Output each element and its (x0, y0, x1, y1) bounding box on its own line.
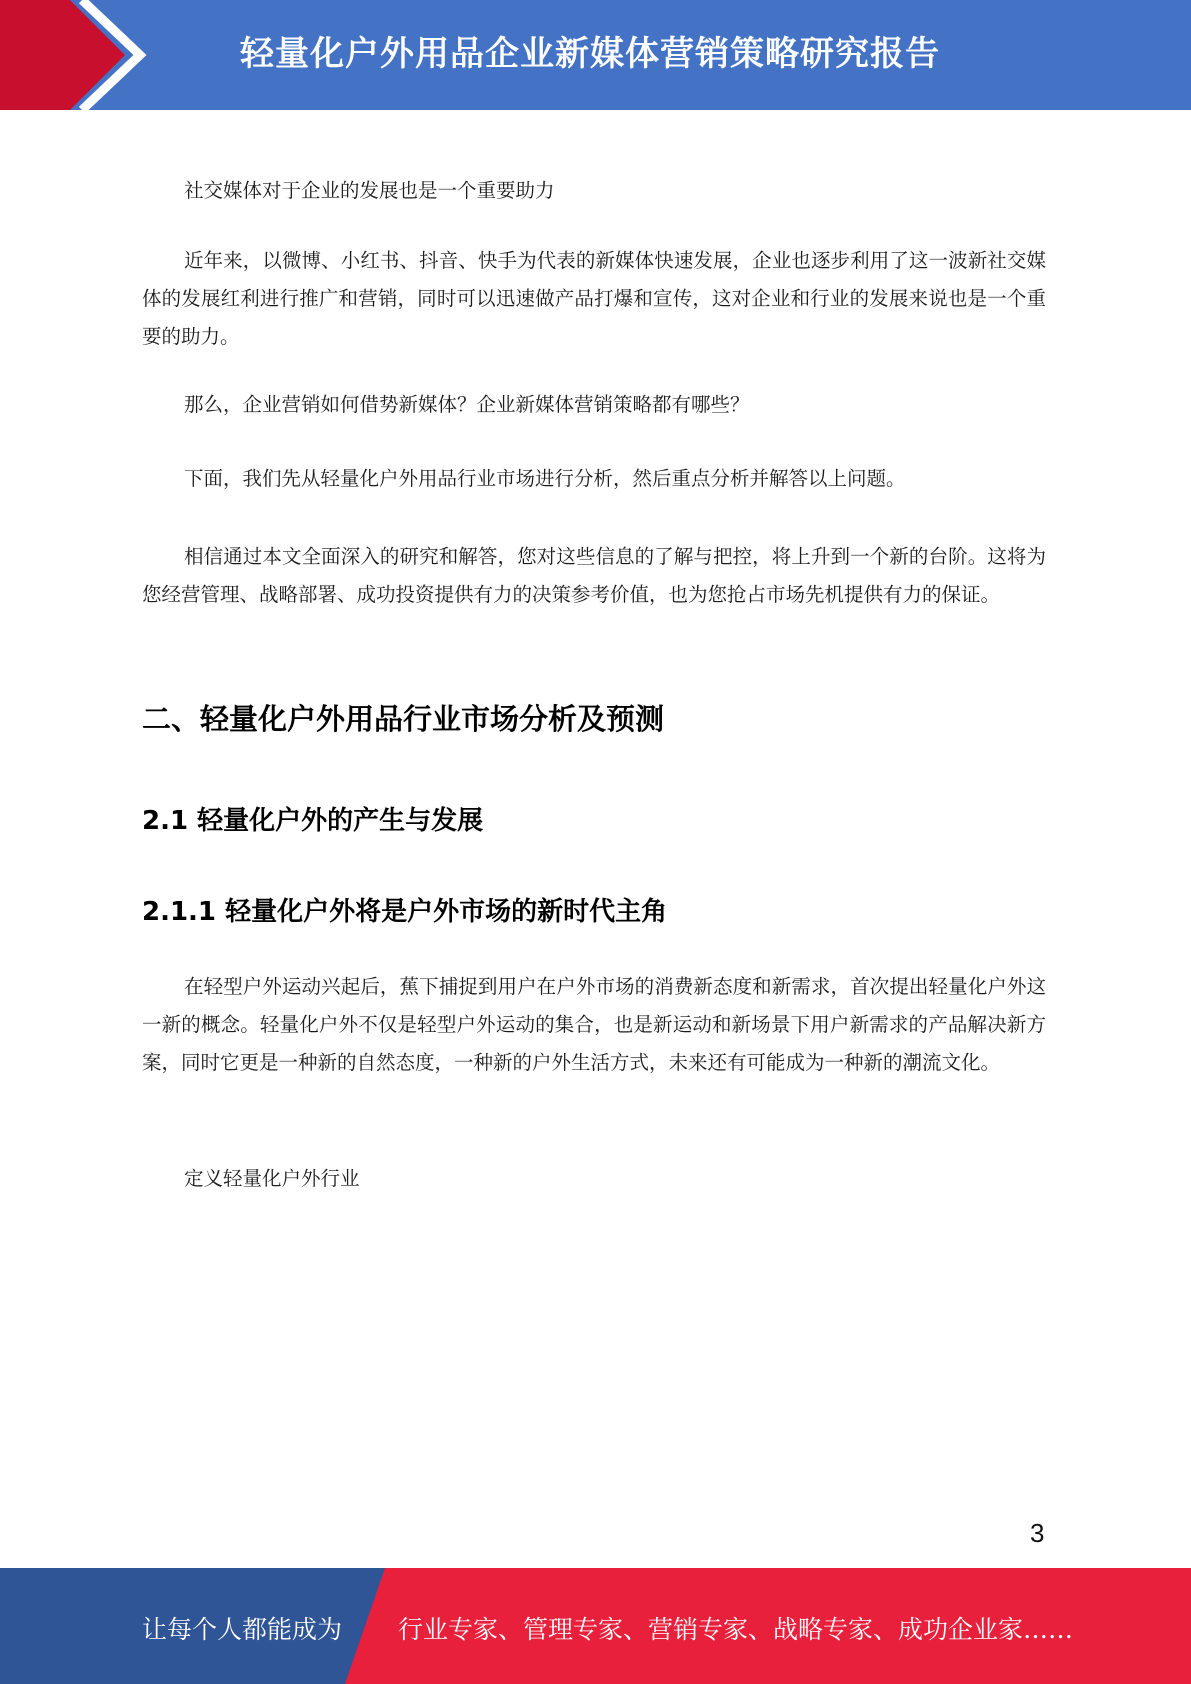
paragraph-new-media-growth: 近年来，以微博、小红书、抖音、快手为代表的新媒体快速发展，企业也逐步利用了这一波新社交媒体的发展红利进行推广和营销，同时可以迅速做产品打爆和宣传，这对企业和行业的发展来说也是一个重要的助力。 (142, 249, 1046, 348)
paragraph-value: 相信通过本文全面深入的研究和解答，您对这些信息的了解与把控，将上升到一个新的台阶。这将为您经营管理、战略部署、成功投资提供有力的决策参考价值，也为您抢占市场先机提供有力的保证。 (142, 545, 1046, 606)
paragraph-outline: 下面，我们先从轻量化户外用品行业市场进行分析，然后重点分析并解答以上问题。 (184, 467, 906, 490)
footer-slogan-left: 让每个人都能成为 (142, 1615, 343, 1644)
report-title: 轻量化户外用品企业新媒体营销策略研究报告 (240, 34, 940, 74)
paragraph-lightweight-outdoor: 在轻型户外运动兴起后，蕉下捕捉到用户在户外市场的消费新态度和新需求，首次提出轻量化户外这一新的概念。轻量化户外不仅是轻型户外运动的集合，也是新运动和新场景下用户新需求的产品解决新方案，同时它更是一种新的自然态度，一种新的户外生活方式，未来还有可能成为一种新的潮流文化。 (142, 975, 1046, 1074)
page-footer-band (0, 1568, 1191, 1684)
paragraph-social-media: 社交媒体对于企业的发展也是一个重要助力 (184, 179, 555, 202)
page-number: 3 (1030, 1518, 1045, 1548)
subsection-heading: 2.1 轻量化户外的产生与发展 (142, 806, 484, 836)
paragraph-definition: 定义轻量化户外行业 (184, 1167, 360, 1190)
section-heading: 二、轻量化户外用品行业市场分析及预测 (142, 702, 665, 736)
red-chevron-decoration (0, 0, 200, 110)
subsubsection-heading: 2.1.1 轻量化户外将是户外市场的新时代主角 (142, 897, 668, 927)
paragraph-question: 那么，企业营销如何借势新媒体？企业新媒体营销策略都有哪些？ (184, 393, 750, 416)
footer-slogan-right: 行业专家、管理专家、营销专家、战略专家、成功企业家…… (398, 1615, 1074, 1644)
page-header-band (0, 0, 1191, 110)
